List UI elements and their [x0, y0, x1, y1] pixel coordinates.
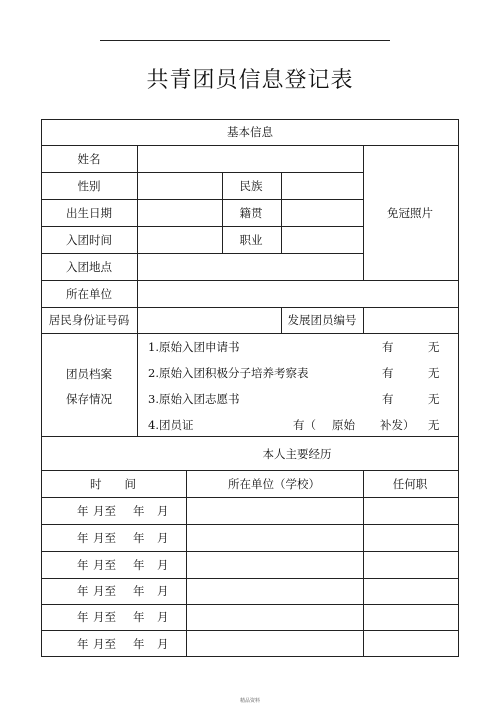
label-id-number: 居民身份证号码 [48, 313, 130, 327]
archive-item-yes: 有 [382, 366, 394, 380]
history-year-to: 年 [133, 610, 145, 624]
grid-line [41, 470, 459, 471]
grid-line [41, 333, 459, 334]
history-year-to: 年 [133, 531, 145, 545]
history-month-to: 月 [157, 637, 169, 651]
history-month-to: 月 [157, 558, 169, 572]
grid-line [41, 436, 459, 437]
footer-watermark: 精品资料 [239, 698, 260, 704]
history-month-from: 月至 [93, 584, 116, 598]
grid-line [41, 630, 459, 631]
label-ethnicity: 民族 [239, 179, 263, 193]
history-year-to: 年 [133, 637, 145, 651]
label-archive-line1: 团员档案 [66, 367, 112, 381]
history-month-to: 月 [157, 531, 169, 545]
grid-line [458, 119, 459, 657]
grid-line [281, 172, 282, 253]
label-native-place: 籍贯 [239, 206, 263, 220]
archive-item-yes: 有（ [293, 418, 316, 432]
label-name: 姓名 [77, 152, 101, 166]
archive-item-label: 3.原始入团志愿书 [148, 392, 240, 406]
history-year-to: 年 [133, 504, 145, 518]
label-join-date: 入团时间 [66, 233, 112, 247]
form-title: 共青团员信息登记表 [146, 68, 354, 93]
archive-item-no: 无 [428, 340, 440, 354]
history-year-to: 年 [133, 558, 145, 572]
history-month-to: 月 [157, 584, 169, 598]
label-gender: 性别 [77, 179, 101, 193]
label-work-unit: 所在单位 [66, 287, 112, 301]
grid-line [41, 497, 459, 498]
history-year-from: 年 [77, 637, 89, 651]
archive-item-yes: 有 [382, 340, 394, 354]
grid-line [363, 307, 364, 333]
archive-item-reissue: 补发） [380, 418, 415, 432]
history-month-from: 月至 [93, 610, 116, 624]
history-month-to: 月 [157, 504, 169, 518]
history-month-from: 月至 [93, 531, 116, 545]
history-month-from: 月至 [93, 558, 116, 572]
section-basic-info: 基本信息 [227, 125, 273, 139]
archive-item-no: 无 [428, 418, 440, 432]
grid-line [41, 145, 459, 146]
grid-line [281, 307, 282, 333]
archive-item-original: 原始 [332, 418, 355, 432]
history-year-from: 年 [77, 584, 89, 598]
history-year-from: 年 [77, 558, 89, 572]
grid-line [41, 119, 459, 120]
grid-line [41, 604, 459, 605]
history-header-time: 时 间 [90, 477, 136, 491]
history-year-to: 年 [133, 584, 145, 598]
label-archive-line2: 保存情况 [66, 392, 112, 406]
grid-line [41, 524, 459, 525]
history-year-from: 年 [77, 504, 89, 518]
archive-item-label: 4.团员证 [148, 418, 194, 432]
label-join-place: 入团地点 [66, 260, 112, 274]
history-year-from: 年 [77, 610, 89, 624]
history-year-from: 年 [77, 531, 89, 545]
grid-line [363, 470, 364, 657]
grid-line [41, 172, 363, 173]
history-month-from: 月至 [93, 637, 116, 651]
grid-line [41, 551, 459, 552]
archive-item-no: 无 [428, 392, 440, 406]
label-birth-date: 出生日期 [66, 206, 112, 220]
grid-line [222, 172, 223, 253]
grid-line [41, 253, 363, 254]
grid-line [41, 280, 459, 281]
history-header-position: 任何职 [392, 477, 428, 491]
grid-line [186, 470, 187, 657]
section-history: 本人主要经历 [262, 447, 332, 461]
archive-item-no: 无 [428, 366, 440, 380]
history-month-from: 月至 [93, 504, 116, 518]
label-dev-number: 发展团员编号 [287, 313, 357, 327]
grid-line [137, 145, 138, 436]
archive-item-label: 2.原始入团积极分子培养考察表 [148, 366, 309, 380]
label-occupation: 职业 [239, 233, 263, 247]
grid-line [41, 199, 363, 200]
history-month-to: 月 [157, 610, 169, 624]
grid-line [363, 145, 364, 280]
grid-line [41, 226, 363, 227]
label-photo: 免冠照片 [387, 206, 433, 220]
grid-line [41, 656, 459, 657]
archive-item-label: 1.原始入团申请书 [148, 340, 240, 354]
grid-line [41, 578, 459, 579]
history-header-unit: 所在单位（学校） [228, 477, 320, 491]
grid-line [41, 307, 459, 308]
archive-item-yes: 有 [382, 392, 394, 406]
top-rule [100, 40, 390, 41]
